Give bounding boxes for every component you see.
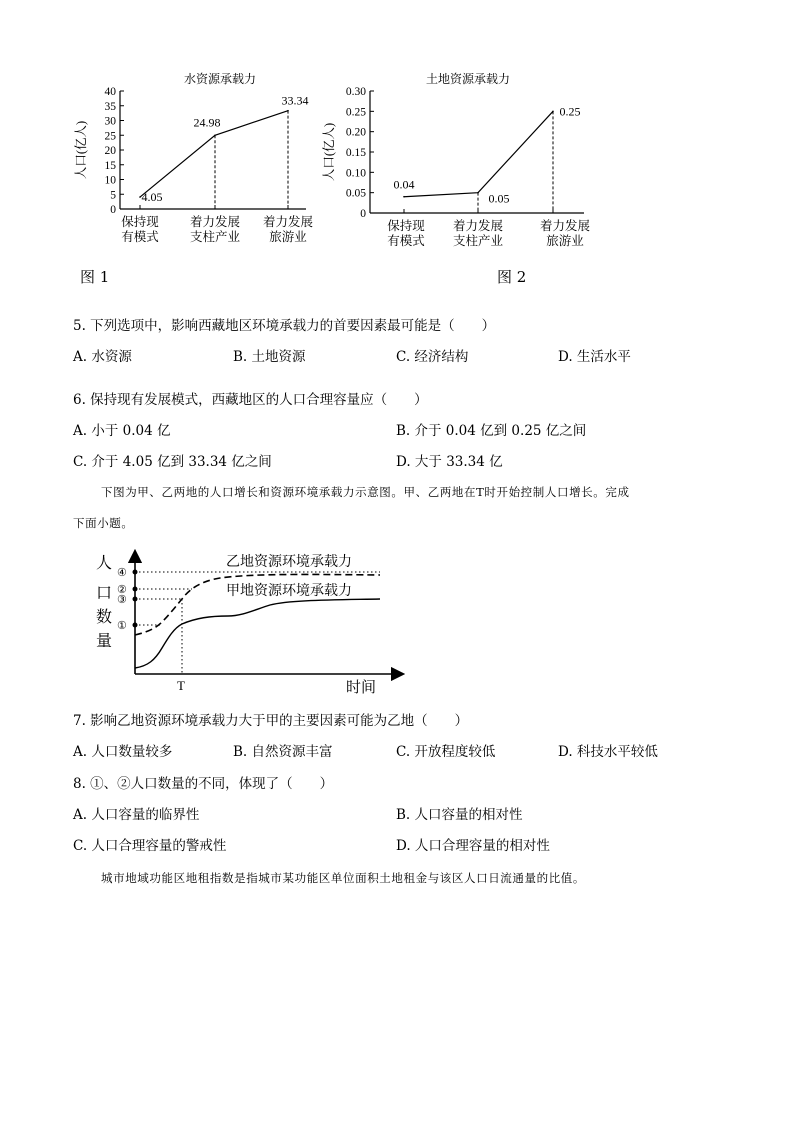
q8-option-d[interactable]: D. 人口合理容量的相对性 [396, 838, 550, 854]
x-tick-label: 有模式 [387, 234, 425, 248]
data-label: 24.98 [193, 115, 221, 130]
diagram-ylabel-char: 人 [96, 555, 113, 572]
diagram-marker-2: ② [117, 584, 127, 596]
x-tick-label: 着力发展 [539, 219, 591, 233]
data-point [403, 196, 405, 198]
q6-option-c[interactable]: C. 介于 4.05 亿到 33.34 亿之间 [73, 454, 272, 470]
q6-option-a[interactable]: A. 小于 0.04 亿 [73, 423, 171, 439]
diagram-marker-4: ④ [117, 567, 127, 579]
q7-option-c[interactable]: C. 开放程度较低 [396, 744, 496, 760]
y-tick-label: 40 [104, 86, 116, 98]
data-label: 33.34 [281, 93, 309, 108]
intro-paragraph-line2: 下面小题。 [73, 516, 134, 530]
x-tick-label: 旅游业 [546, 234, 584, 248]
q8-option-a[interactable]: A. 人口容量的临界性 [73, 807, 200, 823]
chart2-land-capacity [318, 82, 598, 257]
y-tick-label: 0.15 [345, 147, 366, 159]
diagram-ylabel-char: 数 [96, 609, 113, 626]
x-tick-label: 着力发展 [262, 215, 314, 229]
y-tick-label: 0.10 [345, 167, 366, 180]
q5-option-b[interactable]: B. 土地资源 [233, 349, 306, 365]
data-label: 4.05 [141, 190, 163, 205]
diagram-t-label: T [177, 678, 185, 693]
intro-paragraph-line1: 下图为甲、乙两地的人口增长和资源环境承载力示意图。甲、乙两地在T时开始控制人口增长。完成 [101, 485, 630, 499]
y-tick-label: 10 [104, 174, 116, 187]
question-8-stem: 8. ①、②人口数量的不同，体现了（ ） [73, 776, 334, 792]
data-label: 0.05 [488, 191, 510, 206]
data-point [287, 110, 289, 112]
y-tick-label: 0 [110, 204, 116, 216]
x-tick-label: 支柱产业 [189, 230, 241, 244]
q8-option-b[interactable]: B. 人口容量的相对性 [396, 807, 523, 823]
diagram-jia-label: 甲地资源环境承载力 [226, 584, 352, 599]
figure1-label: 图 1 [80, 268, 110, 286]
x-tick-label: 有模式 [121, 230, 159, 244]
x-tick-label: 支柱产业 [452, 234, 504, 248]
y-tick-label: 0.05 [345, 187, 366, 200]
series-line [404, 111, 553, 196]
figure2-label: 图 2 [497, 268, 527, 286]
chart1-title: 水资源承载力 [183, 72, 256, 86]
q8-option-c[interactable]: C. 人口合理容量的警戒性 [73, 838, 227, 854]
chart1-water-capacity [70, 82, 320, 257]
x-tick-label: 保持现 [387, 219, 425, 233]
y-tick-label: 20 [104, 145, 116, 157]
q5-option-c[interactable]: C. 经济结构 [396, 349, 469, 365]
population-capacity-diagram [90, 548, 410, 700]
intro-paragraph-rent-index: 城市地域功能区地租指数是指城市某功能区单位面积土地租金与该区人口日流通量的比值。 [101, 871, 585, 885]
data-point [214, 135, 216, 137]
y-tick-label: 0.25 [345, 106, 366, 119]
diagram-ylabel-char: 量 [96, 633, 113, 650]
diagram-ylabel-char: 口 [96, 585, 113, 602]
x-tick-label: 保持现 [121, 215, 159, 229]
data-label: 0.04 [393, 177, 415, 192]
chart2-title: 土地资源承载力 [425, 72, 510, 86]
q5-option-a[interactable]: A. 水资源 [73, 349, 132, 365]
q5-option-d[interactable]: D. 生活水平 [558, 349, 631, 365]
y-tick-label: 25 [104, 130, 116, 143]
x-tick-label: 着力发展 [452, 219, 504, 233]
y-tick-label: 15 [104, 159, 116, 172]
question-5-stem: 5. 下列选项中，影响西藏地区环境承载力的首要因素最可能是（ ） [73, 318, 496, 334]
diagram-yi-label: 乙地资源环境承载力 [226, 555, 352, 570]
q7-option-b[interactable]: B. 自然资源丰富 [233, 744, 333, 760]
y-tick-label: 5 [110, 189, 116, 202]
question-6-stem: 6. 保持现有发展模式，西藏地区的人口合理容量应（ ） [73, 392, 428, 408]
x-tick-label: 着力发展 [189, 215, 241, 229]
y-tick-label: 30 [104, 115, 116, 128]
y-axis-label: 人口(亿人) [322, 122, 336, 182]
data-point [552, 111, 554, 113]
data-point [477, 192, 479, 194]
diagram-marker-3: ③ [117, 594, 127, 606]
diagram-xlabel: 时间 [346, 680, 377, 696]
q7-option-a[interactable]: A. 人口数量较多 [73, 744, 173, 760]
q7-option-d[interactable]: D. 科技水平较低 [558, 744, 658, 760]
q6-option-b[interactable]: B. 介于 0.04 亿到 0.25 亿之间 [396, 423, 587, 439]
y-tick-label: 35 [104, 100, 116, 113]
q6-option-d[interactable]: D. 大于 33.34 亿 [396, 454, 503, 470]
x-tick-label: 旅游业 [269, 230, 307, 244]
diagram-jia-capacity-curve [135, 599, 380, 668]
y-tick-label: 0 [360, 208, 366, 220]
diagram-marker-1: ① [117, 620, 127, 632]
y-tick-label: 0.30 [345, 86, 366, 98]
y-tick-label: 0.20 [345, 126, 366, 139]
question-7-stem: 7. 影响乙地资源环境承载力大于甲的主要因素可能为乙地（ ） [73, 713, 469, 729]
data-label: 0.25 [559, 104, 581, 119]
y-axis-label: 人口(亿人) [74, 120, 88, 180]
